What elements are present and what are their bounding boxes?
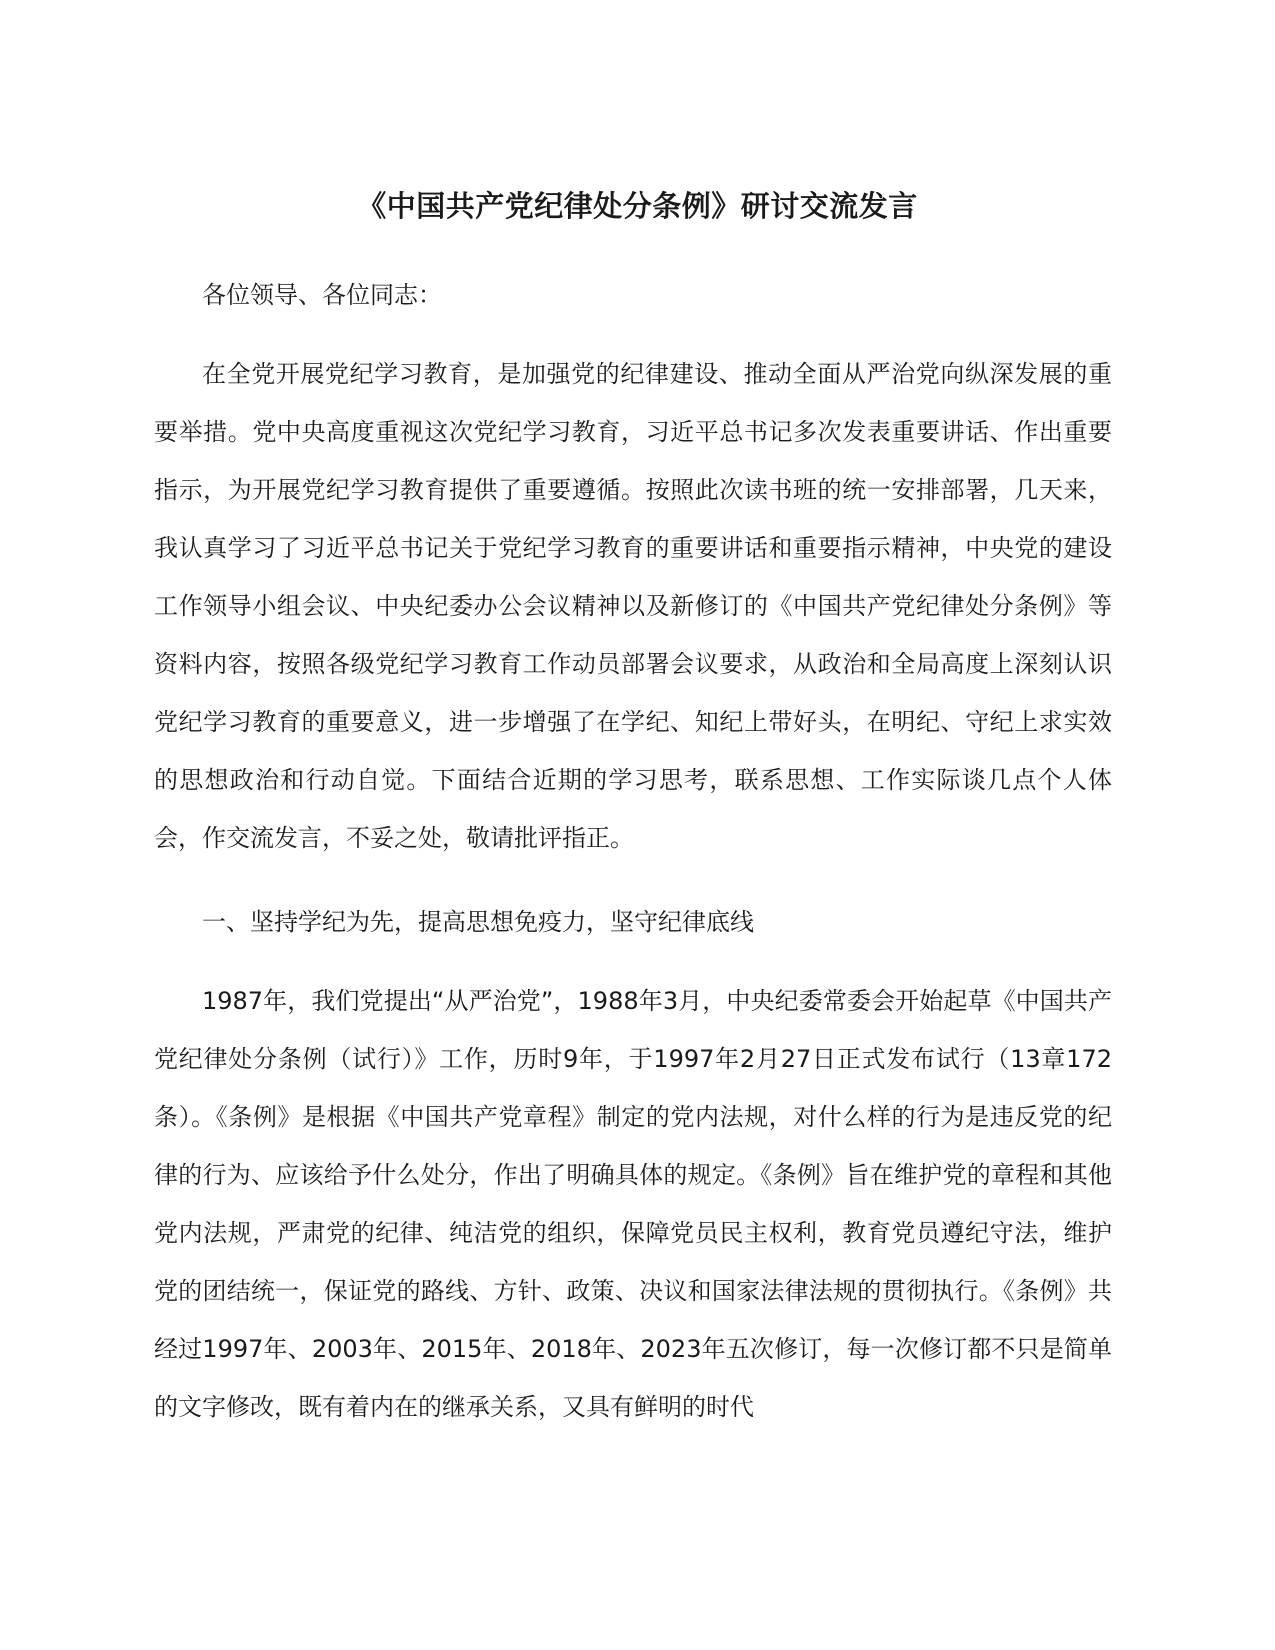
- document-title: 《中国共产党纪律处分条例》研讨交流发言: [357, 189, 918, 223]
- section-heading: 一、坚持学纪为先，提高思想免疫力，坚守纪律底线: [202, 908, 754, 936]
- intro-paragraph: 在全党开展党纪学习教育，是加强党的纪律建设、推动全面从严治党向纵深发展的重要举措。党中央高度重视这次党纪学习教育，习近平总书记多次发表重要讲话、作出重要指示，为开展党纪学习教育提供了重要遵循。按照此次读书班的统一安排部署，几天来，我认真学习了习近平总书记关于党纪学习教育的重要讲话和重要指示精神，中央党的建设工作领导小组会议、中央纪委办公会议精神以及新修订的《中国共产党纪律处分条例》等资料内容，按照各级党纪学习教育工作动员部署会议要求，从政治和全局高度上深刻认识党纪学习教育的重要意义，进一步增强了在学纪、知纪上带好头，在明纪、守纪上求实效的思想政治和行动自觉。下面结合近期的学习思考，联系思想、工作实际谈几点个人体会，作交流发言，不妥之处，敬请批评指正。: [154, 360, 1112, 852]
- greeting-line: 各位领导、各位同志：: [202, 281, 442, 309]
- section-paragraph: 1987年，我们党提出“从严治党”，1988年3月，中央纪委常委会开始起草《中国共产党纪律处分条例（试行）》工作，历时9年，于1997年2月27日正式发布试行（13章172条）。《条例》是根据《中国共产党章程》制定的党内法规，对什么样的行为是违反党的纪律的行为、应该给予什么处分，作出了明确具体的规定。《条例》旨在维护党的章程和其他党内法规，严肃党的纪律、纯洁党的组织，保障党员民主权利，教育党员遵纪守法，维护党的团结统一，保证党的路线、方针、政策、决议和国家法律法规的贯彻执行。《条例》共经过1997年、2003年、2015年、2018年、2023年五次修订，每一次修订都不只是简单的文字修改，既有着内在的继承关系，又具有鲜明的时代: [154, 987, 1112, 1421]
